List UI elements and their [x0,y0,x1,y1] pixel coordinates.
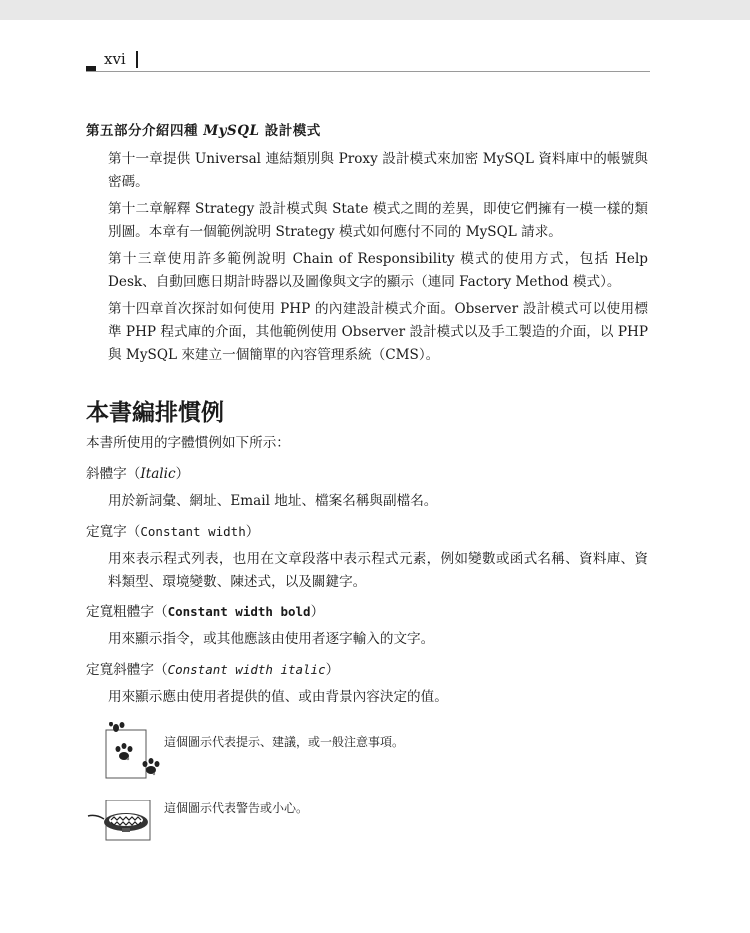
term-prefix: 斜體字（ [86,466,141,482]
term-sample: Constant width [140,524,246,539]
section-intro: 本書所使用的字體慣例如下所示： [86,435,290,451]
term-suffix: ） [175,466,190,482]
animal-trap-icon [86,800,154,842]
top-band [0,0,750,20]
part-title [86,119,321,139]
term-suffix: ） [310,604,325,620]
term-suffix: ） [325,662,340,678]
chapter-14-paragraph: 第十四章首次探討如何使用 PHP 的內建設計模式介面。Observer 設計模式可以使用標準 PHP 程式庫的介面，其他範例使用 Observer 設計模式以及手工製造的介面，以 PHP 與 MySQL 來建立一個簡單的內容管理系統（CMS）。 [108,301,648,363]
page-number: xvi [104,50,126,68]
convention-term-italic [86,462,189,482]
chapter-12-paragraph: 第十二章解釋 Strategy 設計模式與 State 模式之間的差異，即使它們擁有一模一樣的類別圖。本章有一個範例說明 Strategy 模式如何應付不同的 MySQL 請求。 [108,201,648,240]
convention-term-constant-width [86,520,259,540]
header-rule [86,71,650,72]
convention-term-constant-width-bold [86,600,324,620]
convention-desc-italic: 用於新詞彙、網址、Email 地址、檔案名稱與副檔名。 [108,493,438,509]
term-prefix: 定寬斜體字（ [86,662,168,678]
part-title-suffix: 設計模式 [264,123,321,139]
convention-desc-constant-width-bold: 用來顯示指令，或其他應該由使用者逐字輸入的文字。 [108,631,435,647]
page-header [86,50,650,72]
term-suffix: ） [245,524,260,540]
tip-note-text: 這個圖示代表提示、建議，或一般注意事項。 [164,735,405,749]
term-sample: Constant width bold [167,604,311,619]
warning-note-text: 這個圖示代表警告或小心。 [164,801,309,815]
convention-desc-constant-width: 用來表示程式列表，也用在文章段落中表示程式元素，例如變數或函式名稱、資料庫、資料類型、環境變數、陳述式，以及關鍵字。 [108,551,648,590]
chapter-11-paragraph: 第十一章提供 Universal 連結類別與 Proxy 設計模式來加密 MySQL 資料庫中的帳號與密碼。 [108,151,648,190]
term-sample: Italic [140,466,176,482]
header-separator [136,51,138,68]
section-heading: 本書編排慣例 [86,400,224,426]
chapter-13-paragraph: 第十三章使用許多範例說明 Chain of Responsibility 模式的使用方式，包括 Help Desk、自動回應日期計時器以及圖像與文字的顯示（連同 Factory Method 模式）。 [108,251,648,290]
term-sample: Constant width italic [167,662,326,677]
convention-desc-constant-width-italic: 用來顯示應由使用者提供的值、或由背景內容決定的值。 [108,689,448,705]
term-prefix: 定寬字（ [86,524,141,540]
convention-term-constant-width-italic [86,658,339,678]
part-title-em: MySQL [203,123,260,139]
part-title-prefix: 第五部分介紹四種 [86,123,198,139]
paw-prints-icon [104,722,164,782]
term-prefix: 定寬粗體字（ [86,604,168,620]
